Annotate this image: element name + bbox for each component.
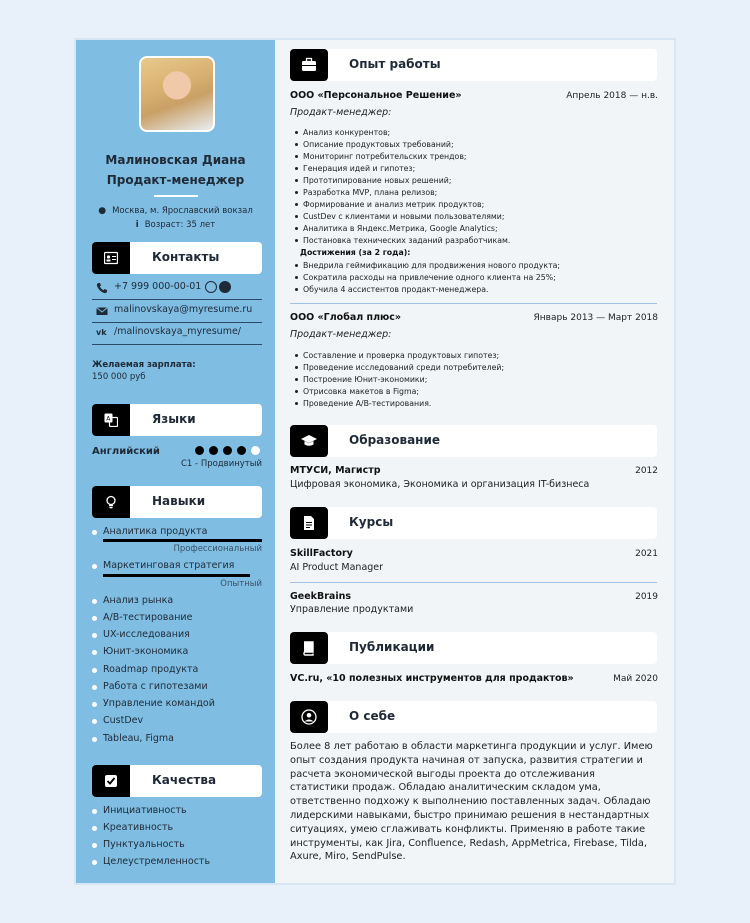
course-name: Управление продуктами (290, 604, 414, 615)
achievement-item: Сократила расходы на привлечение одного клиента на 25%; (303, 273, 556, 282)
course-name: AI Product Manager (290, 562, 384, 573)
education-field: Цифровая экономика, Экономика и организация IT-бизнеса (290, 479, 590, 490)
briefcase-icon (301, 57, 317, 73)
graduation-cap-icon (301, 433, 317, 449)
divider (290, 303, 657, 304)
job-duty: Мониторинг потребительских трендов; (303, 152, 467, 161)
job-dates: Апрель 2018 — н.в. (566, 91, 658, 101)
email-icon (96, 305, 108, 317)
course-year: 2021 (635, 549, 658, 559)
job-duty: Аналитика в Яндекс.Метрика, Google Analytics; (303, 224, 498, 233)
qualities-header (92, 765, 262, 797)
courses-header (290, 507, 657, 539)
phone-text[interactable]: +7 999 000-00-01 (114, 281, 202, 292)
course-school: SkillFactory (290, 548, 353, 559)
skill-bar (103, 539, 262, 542)
skills-title: Навыки (152, 494, 206, 508)
job-duty: Проведение исследований среди потребителей; (303, 363, 505, 372)
resume-page (76, 40, 674, 883)
telegram-icon[interactable] (219, 281, 231, 293)
languages-header (92, 404, 262, 436)
job-duty: Проведение A/B-тестирования. (303, 399, 432, 408)
main-content (275, 40, 674, 883)
phone-icon (96, 282, 108, 294)
job-duty: Прототипирование новых решений; (303, 176, 452, 185)
book-icon (301, 640, 317, 656)
achievements-title: Достижения (за 2 года): (300, 248, 411, 257)
language-dot (223, 446, 232, 455)
phone-row[interactable] (92, 278, 262, 300)
languages-title: Языки (152, 412, 196, 426)
language-dot (195, 446, 204, 455)
profile-title: Продакт-менеджер (106, 173, 245, 187)
job-duty: Разработка MVP, плана релизов; (303, 188, 438, 197)
language-dot (209, 446, 218, 455)
publication-item: VC.ru, «10 полезных инструментов для продактов» (290, 673, 574, 684)
location-line (76, 206, 275, 216)
job-duty: Постановка технических заданий разработчикам. (303, 236, 511, 245)
contact-card-icon (104, 251, 118, 265)
age-text: Возраст: 35 лет (144, 220, 216, 230)
skill-level: Профессиональный (173, 544, 262, 554)
location-pin-icon: ● (98, 206, 107, 216)
publication-date: Май 2020 (613, 674, 658, 684)
whatsapp-icon[interactable] (205, 281, 217, 293)
sidebar: Малиновская Диана Продакт-менеджер ● Москва, м. Ярославский вокзал i Возраст: 35 лет Контакты +7 999 000-00-01 malinovskaya@myresume.ru vk /malinovskaya_myresume/ Желаемая зарплата: 150 000 руб A Языки Английский C1 - Продвинутый Навыки Аналитика продукта Профессиональный Маркетинговая стратегия Опытный Анализ рынка A/B-тестирование UX-исследования Юнит-экономика Roadmap продукта Работа с гипотезами Управление командой CustDev Tableau, Figma Качества Инициативность Креативность Пунктуальность Целеустремленность (76, 40, 275, 883)
publications-title: Публикации (349, 640, 435, 654)
skills-header (92, 486, 262, 518)
about-text: Более 8 лет работаю в области маркетинга продукции и услуг. Имею опыт создания продукта начиная от запуска, развития стратегии и расчета экономической выгоды проекта до отслеживания статистики продаж. Обладаю аналитическим складом ума, ответственно подхожу к выполнению поставленных задач. Обладаю лидерскими навыками, быстро принимаю решения в нестандартных ситуациях, умею сглаживать конфликты. Применяю в работе такие инструменты, как Jira, Confluence, Redash, AppMetrica, Firebase, Tilda, Axure, Miro, SendPulse. (290, 741, 653, 863)
education-header (290, 425, 657, 457)
job-duty: Формирование и анализ метрик продуктов; (303, 200, 485, 209)
contacts-title: Контакты (152, 250, 220, 264)
document-icon (301, 515, 317, 531)
job-duty: Анализ конкурентов; (303, 128, 391, 137)
salary-label: Желаемая зарплата: (92, 360, 196, 370)
info-icon: i (135, 220, 139, 230)
translate-icon (104, 413, 118, 427)
courses-title: Курсы (349, 515, 394, 529)
language-name: Английский (92, 446, 160, 457)
email-row[interactable] (92, 301, 262, 323)
job-role: Продакт-менеджер: (290, 329, 392, 340)
user-icon (301, 709, 317, 725)
achievement-item: Внедрила геймификацию для продвижения нового продукта; (303, 261, 561, 270)
about-header (290, 701, 657, 733)
language-dot (237, 446, 246, 455)
vk-row[interactable] (92, 323, 262, 345)
about-title: О себе (349, 709, 396, 723)
language-level: C1 - Продвинутый (181, 459, 262, 469)
job-duty: Отрисовка макетов в Figma; (303, 387, 419, 396)
job-duty: Описание продуктовых требований; (303, 140, 454, 149)
job-dates: Январь 2013 — Март 2018 (533, 313, 658, 323)
checkbox-icon (104, 774, 118, 788)
qualities-title: Качества (152, 773, 217, 787)
experience-header (290, 49, 657, 81)
profile-photo (139, 56, 215, 132)
skill-level: Опытный (220, 579, 262, 589)
job-company: ООО «Глобал плюс» (290, 312, 402, 323)
job-duty: CustDev с клиентами и новыми пользователями; (303, 212, 505, 221)
vk-text[interactable]: /malinovskaya_myresume/ (114, 326, 241, 337)
location-text: Москва, м. Ярославский вокзал (112, 206, 253, 216)
education-school: МТУСИ, Магистр (290, 465, 381, 476)
education-title: Образование (349, 433, 441, 447)
age-line (76, 220, 275, 230)
name-divider (154, 195, 198, 197)
lightbulb-icon (104, 495, 118, 509)
achievement-item: Обучила 4 ассистентов продакт-менеджера. (303, 285, 489, 294)
language-dot (251, 446, 260, 455)
vk-icon: vk (96, 328, 107, 337)
job-role: Продакт-менеджер: (290, 107, 392, 118)
education-year: 2012 (635, 466, 658, 476)
contacts-header (92, 242, 262, 274)
experience-title: Опыт работы (349, 57, 441, 71)
course-school: GeekBrains (290, 591, 352, 602)
svg-text:A: A (106, 415, 111, 423)
job-duty: Генерация идей и гипотез; (303, 164, 416, 173)
job-duty: Построение Юнит-экономики; (303, 375, 428, 384)
salary-value: 150 000 руб (92, 372, 146, 382)
email-text[interactable]: malinovskaya@myresume.ru (114, 304, 253, 315)
job-duty: Составление и проверка продуктовых гипотез; (303, 351, 500, 360)
publications-header (290, 632, 657, 664)
profile-name: Малиновская Диана (105, 153, 246, 167)
course-year: 2019 (635, 592, 658, 602)
job-company: ООО «Персональное Решение» (290, 90, 462, 101)
skill-bar (103, 574, 250, 577)
divider (290, 582, 657, 583)
